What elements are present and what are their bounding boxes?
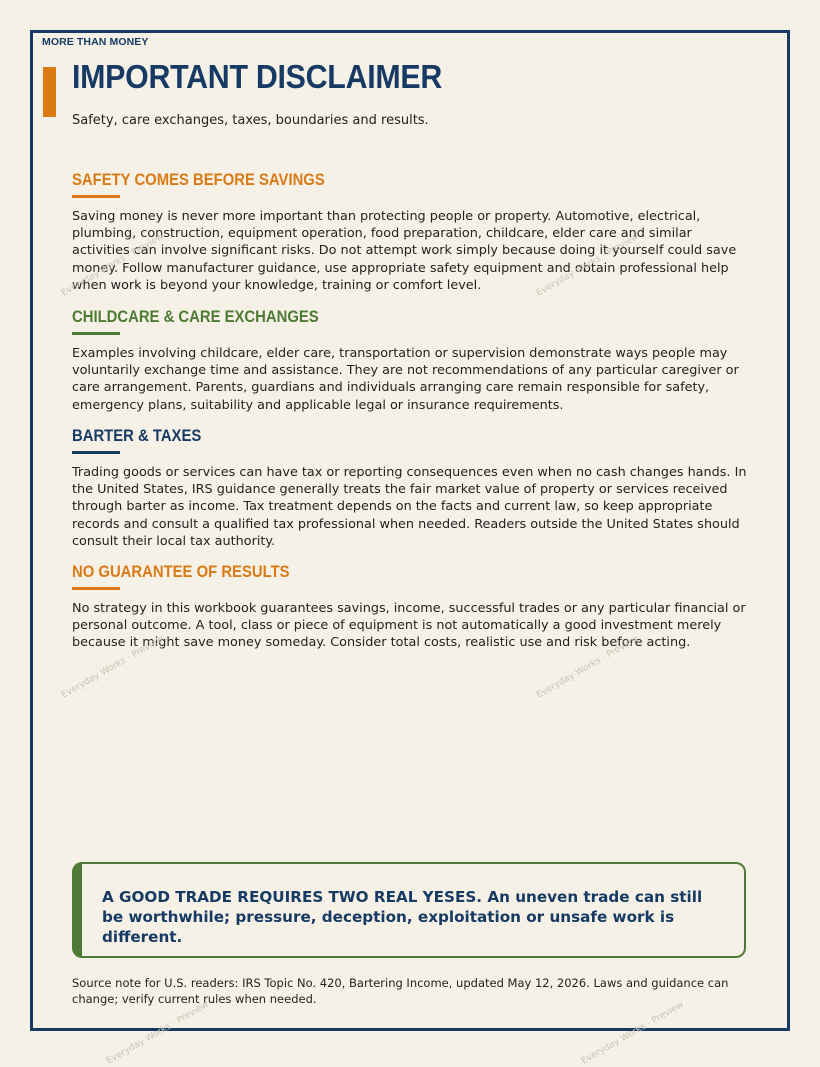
section-body: Saving money is never more important than protecting people or property. Automotive, electrical, plumbing, construction, equipment operation, food preparation, childcare, elder care and similar activities can involve significant risks. Do not attempt work simply because doing it yourself could save money. Follow manufacturer guidance, use appropriate safety equipment and obtain professional help when work is beyond your knowledge, training or comfort level. xyxy=(72,209,737,293)
section-body: Examples involving childcare, elder care, transportation or supervision demonstrate ways people may voluntarily exchange time and assistance. They are not recommendations of any particular caregiver or care arrangement. Parents, guardians and individuals arranging care remain responsible for safety, emergency plans, suitability and applicable legal or insurance requirements. xyxy=(72,346,739,413)
callout-box xyxy=(72,862,746,958)
section-heading: BARTER & TAXES xyxy=(72,427,202,445)
source-note: Source note for U.S. readers: IRS Topic No. 420, Bartering Income, updated May 12, 2026. Laws and guidance can change; verify current rules when needed. xyxy=(72,976,729,1006)
section-rule xyxy=(72,332,120,335)
watermark: Everyday Works · Preview xyxy=(580,999,686,1067)
watermark: Everyday Works · Preview xyxy=(105,999,211,1067)
section-rule xyxy=(72,587,120,590)
section-heading: SAFETY COMES BEFORE SAVINGS xyxy=(72,171,325,189)
callout-text: A GOOD TRADE REQUIRES TWO REAL YESES. An uneven trade can still be worthwhile; pressure, deception, exploitation or unsafe work is different. xyxy=(102,888,703,946)
section-rule xyxy=(72,451,120,454)
page-title: IMPORTANT DISCLAIMER xyxy=(72,58,443,95)
section-rule xyxy=(72,195,120,198)
section-safety xyxy=(72,171,752,294)
section-barter-taxes xyxy=(72,427,752,550)
watermark: Everyday Works · Preview xyxy=(60,231,166,299)
section-heading: NO GUARANTEE OF RESULTS xyxy=(72,563,290,581)
title-accent-bar xyxy=(43,67,56,117)
section-body: No strategy in this workbook guarantees savings, income, successful trades or any particular financial or personal outcome. A tool, class or piece of equipment is not automatically a good investment merely because it might save money someday. Consider total costs, realistic use and risk before acting. xyxy=(72,601,746,651)
page-subtitle: Safety, care exchanges, taxes, boundaries and results. xyxy=(72,113,429,128)
watermark: Everyday Works · Preview xyxy=(535,633,641,701)
eyebrow-label: MORE THAN MONEY xyxy=(42,36,149,48)
section-heading: CHILDCARE & CARE EXCHANGES xyxy=(72,308,319,326)
watermark: Everyday Works · Preview xyxy=(60,633,166,701)
watermark: Everyday Works · Preview xyxy=(535,231,641,299)
section-childcare xyxy=(72,308,752,414)
section-no-guarantee xyxy=(72,563,752,652)
section-body: Trading goods or services can have tax or reporting consequences even when no cash changes hands. In the United States, IRS guidance generally treats the fair market value of property or services received through barter as income. Tax treatment depends on the facts and current law, so keep appropriate records and consult a qualified tax professional when needed. Readers outside the United States should consult their local tax authority. xyxy=(72,465,747,549)
